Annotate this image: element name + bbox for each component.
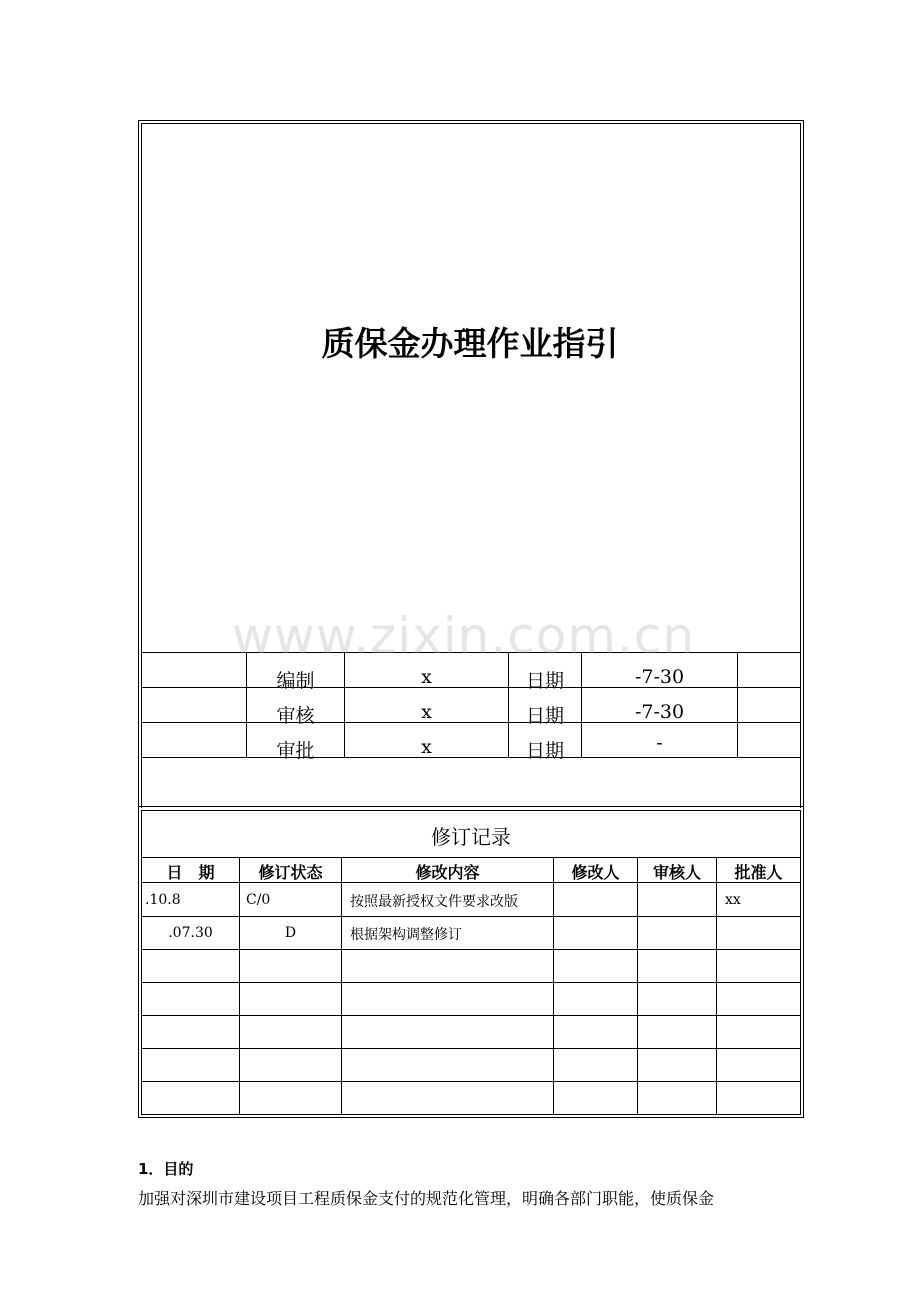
document-title: 质保金办理作业指引 [321, 324, 619, 363]
signoff-date: - [656, 732, 663, 754]
signoff-date-label: 日期 [525, 670, 564, 692]
section-paragraph: 加强对深圳市建设项目工程质保金支付的规范化管理，明确各部门职能，使质保金 [138, 1189, 715, 1208]
cell-approver: xx [725, 892, 741, 908]
section-heading: 1．目的 [138, 1160, 194, 1178]
signoff-date-label: 日期 [525, 705, 564, 727]
cell-content: 按照最新授权文件要求改版 [350, 894, 518, 910]
header-reviewer: 审核人 [652, 863, 701, 882]
header-status: 修订状态 [258, 863, 323, 882]
header-content: 修改内容 [415, 863, 480, 882]
signoff-person: x [421, 736, 432, 758]
signoff-role: 审批 [276, 740, 315, 762]
cell-date: .07.30 [168, 925, 213, 941]
signoff-date: -7-30 [634, 666, 685, 688]
cell-status: C/0 [246, 892, 271, 908]
cell-content: 根据架构调整修订 [350, 927, 462, 943]
signoff-person: x [421, 666, 432, 688]
cell-status: D [284, 925, 297, 941]
signoff-date-label: 日期 [525, 740, 564, 762]
signoff-person: x [421, 701, 432, 723]
signoff-role: 审核 [276, 705, 315, 727]
header-approver: 批准人 [734, 863, 783, 882]
signoff-date: -7-30 [634, 701, 685, 723]
header-date: 日 期 [166, 863, 215, 882]
header-modifier: 修改人 [571, 863, 620, 882]
revision-record-title: 修订记录 [431, 825, 511, 849]
watermark: www.zixin.com.cn [232, 607, 696, 665]
cell-date: .10.8 [145, 892, 181, 908]
signoff-role: 编制 [276, 670, 315, 692]
